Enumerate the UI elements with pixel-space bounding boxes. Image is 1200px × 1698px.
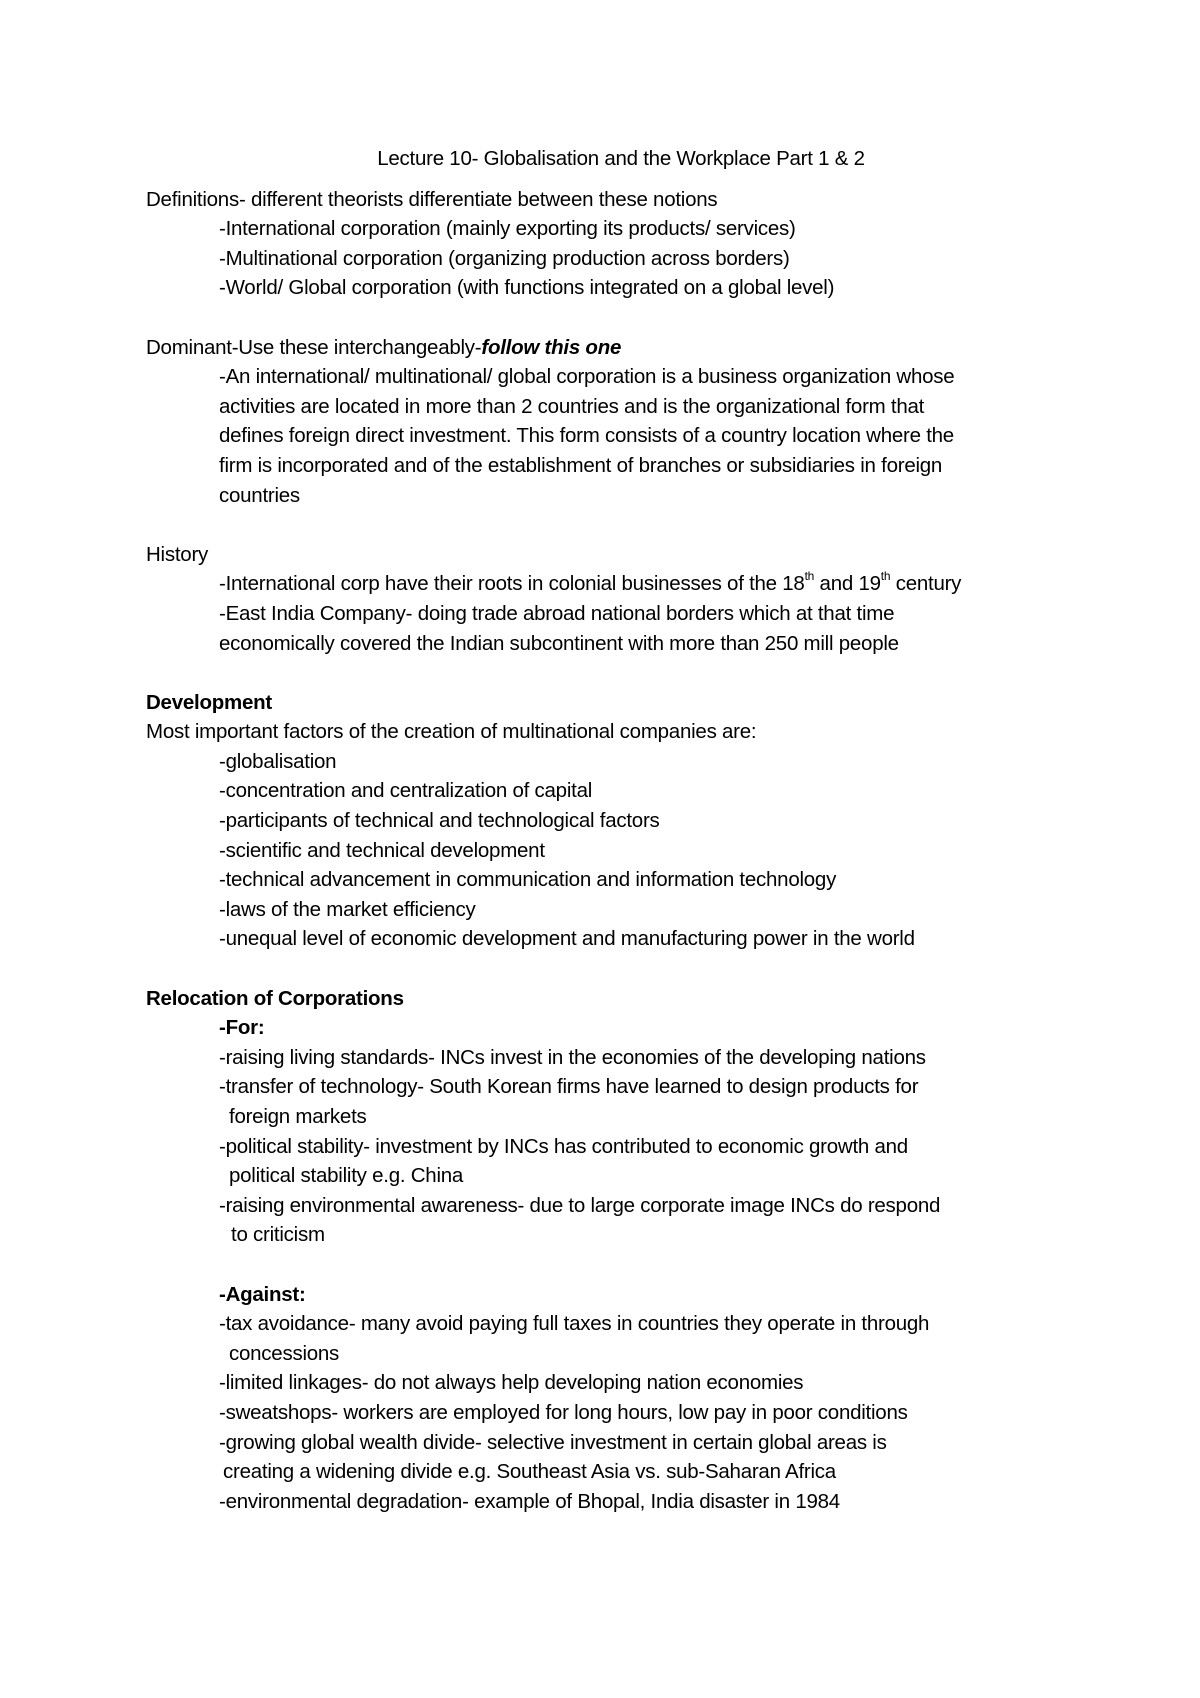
history-line: economically covered the Indian subcontinent with more than 250 mill people bbox=[219, 631, 899, 655]
relocation-for-line: to criticism bbox=[231, 1223, 325, 1247]
history-line-part: -International corp have their roots in colonial businesses of the 18 bbox=[219, 572, 805, 596]
development-item: -globalisation bbox=[219, 749, 337, 773]
history-section bbox=[146, 540, 1106, 658]
history-line bbox=[146, 569, 1106, 599]
superscript: th bbox=[880, 569, 891, 584]
history-line: -East India Company- doing trade abroad national borders which at that time bbox=[219, 601, 895, 625]
dominant-section bbox=[146, 333, 1106, 511]
relocation-for-line: -raising living standards- INCs invest in the economies of the developing nations bbox=[219, 1045, 926, 1069]
dominant-line: countries bbox=[219, 483, 300, 507]
development-intro: Most important factors of the creation of multinational companies are: bbox=[146, 720, 757, 744]
relocation-for-list bbox=[146, 1043, 1106, 1250]
relocation-against-line: -environmental degradation- example of Bhopal, India disaster in 1984 bbox=[219, 1489, 840, 1513]
history-line-part: century bbox=[890, 572, 962, 596]
relocation-against-line: -growing global wealth divide- selective investment in certain global areas is bbox=[219, 1430, 887, 1454]
spacer bbox=[146, 303, 1106, 333]
document-body bbox=[146, 144, 1106, 1516]
relocation-for-heading: -For: bbox=[219, 1016, 265, 1040]
relocation-heading: Relocation of Corporations bbox=[146, 986, 404, 1010]
dominant-line: -An international/ multinational/ global corporation is a business organization whose bbox=[219, 365, 955, 389]
relocation-for-line: -political stability- investment by INCs has contributed to economic growth and bbox=[219, 1134, 908, 1158]
spacer bbox=[146, 954, 1106, 984]
development-section bbox=[146, 688, 1106, 954]
relocation-section bbox=[146, 984, 1106, 1517]
relocation-for-line: -transfer of technology- South Korean firms have learned to design products for bbox=[219, 1075, 919, 1099]
dominant-line: activities are located in more than 2 countries and is the organizational form that bbox=[219, 394, 925, 418]
relocation-against-list bbox=[146, 1309, 1106, 1516]
relocation-against-line: concessions bbox=[229, 1341, 340, 1365]
development-item: -unequal level of economic development and manufacturing power in the world bbox=[219, 927, 915, 951]
definitions-section bbox=[146, 185, 1106, 303]
superscript: th bbox=[804, 569, 815, 584]
development-item: -concentration and centralization of capital bbox=[219, 779, 593, 803]
spacer bbox=[146, 1250, 1106, 1280]
relocation-for-line: foreign markets bbox=[229, 1105, 367, 1128]
history-line-part: and 19 bbox=[814, 572, 881, 596]
development-item: -laws of the market efficiency bbox=[219, 897, 476, 921]
definitions-intro: Definitions- different theorists differentiate between these notions bbox=[146, 187, 718, 211]
definitions-item: -International corporation (mainly exporting its products/ services) bbox=[219, 217, 796, 241]
relocation-against-heading: -Against: bbox=[219, 1282, 306, 1306]
relocation-for-line: political stability e.g. China bbox=[229, 1164, 464, 1188]
definitions-item: -World/ Global corporation (with functions integrated on a global level) bbox=[219, 276, 835, 300]
development-item: -technical advancement in communication and information technology bbox=[219, 868, 837, 892]
dominant-intro bbox=[146, 333, 1106, 363]
relocation-against-line: -limited linkages- do not always help developing nation economies bbox=[219, 1371, 804, 1395]
development-heading: Development bbox=[146, 690, 272, 714]
spacer bbox=[146, 658, 1106, 688]
history-heading: History bbox=[146, 542, 209, 566]
definitions-item: -Multinational corporation (organizing production across borders) bbox=[219, 246, 790, 270]
page-title: Lecture 10- Globalisation and the Workplace Part 1 & 2 bbox=[377, 147, 865, 170]
relocation-for-line: -raising environmental awareness- due to large corporate image INCs do respond bbox=[219, 1193, 941, 1217]
development-item: -scientific and technical development bbox=[219, 838, 545, 862]
dominant-line: defines foreign direct investment. This form consists of a country location where the bbox=[219, 424, 954, 448]
dominant-line: firm is incorporated and of the establishment of branches or subsidiaries in foreign bbox=[219, 453, 943, 477]
relocation-against-line: -sweatshops- workers are employed for long hours, low pay in poor conditions bbox=[219, 1400, 908, 1424]
development-item: -participants of technical and technological factors bbox=[219, 809, 660, 833]
spacer bbox=[146, 510, 1106, 540]
dominant-emphasis: follow this one bbox=[481, 335, 622, 359]
relocation-against-line: -tax avoidance- many avoid paying full taxes in countries they operate in through bbox=[219, 1312, 930, 1336]
relocation-against-line: creating a widening divide e.g. Southeast Asia vs. sub-Saharan Africa bbox=[223, 1460, 836, 1484]
dominant-intro-text: Dominant-Use these interchangeably- bbox=[146, 335, 482, 359]
